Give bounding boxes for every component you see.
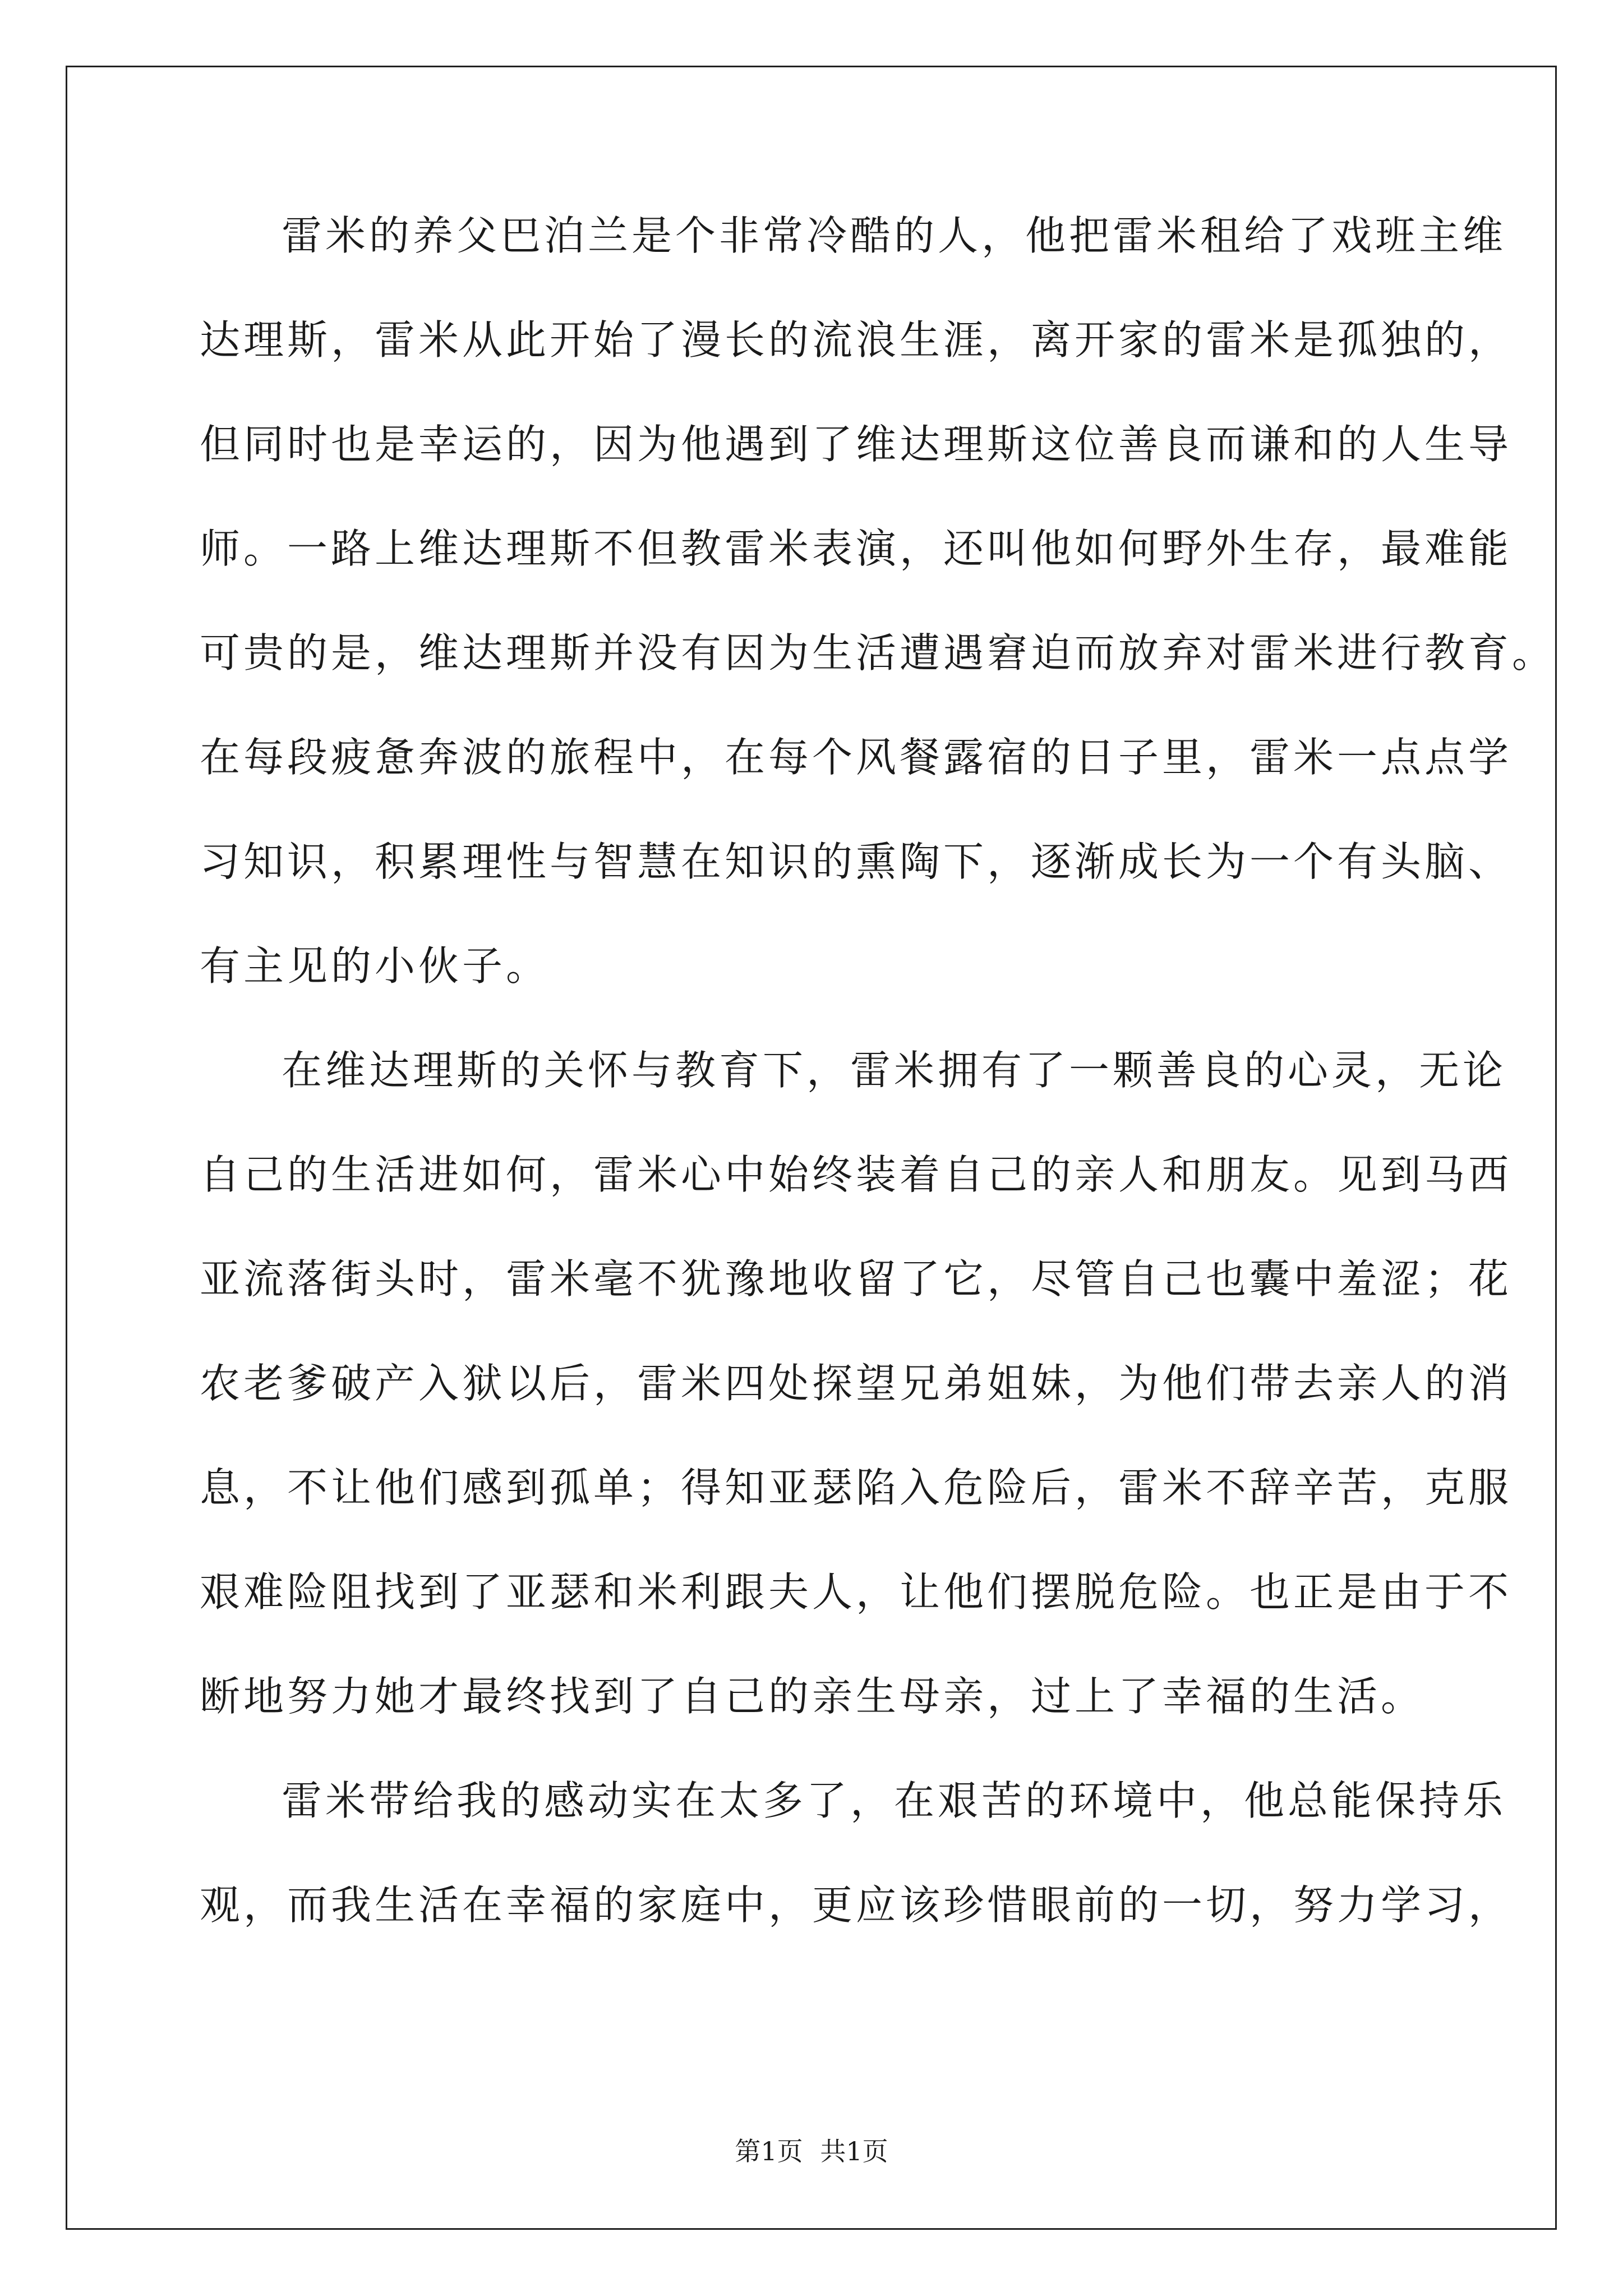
paragraph-2-line-3: 亚流落街头时，雷米毫不犹豫地收留了它，尽管自己也囊中羞涩；花 bbox=[200, 1255, 1513, 1303]
paragraph-1-line-1: 雷米的养父巴泊兰是个非常冷酷的人，他把雷米租给了戏班主维 bbox=[282, 212, 1507, 259]
paragraph-2-line-6: 艰难险阻找到了亚瑟和米利跟夫人，让他们摆脱危险。也正是由于不 bbox=[200, 1568, 1513, 1616]
paragraph-2-line-1: 在维达理斯的关怀与教育下，雷米拥有了一颗善良的心灵，无论 bbox=[282, 1047, 1507, 1094]
paragraph-1-line-8: 有主见的小伙子。 bbox=[200, 942, 550, 990]
page-number-current: 第1页 bbox=[735, 2136, 803, 2166]
paragraph-2-line-5: 息，不让他们感到孤单；得知亚瑟陷入危险后，雷米不辞辛苦，克服 bbox=[200, 1464, 1513, 1511]
paragraph-1-line-2: 达理斯，雷米从此开始了漫长的流浪生涯，离开家的雷米是孤独的， bbox=[200, 316, 1513, 364]
paragraph-2-line-4: 农老爹破产入狱以后，雷米四处探望兄弟姐妹，为他们带去亲人的消 bbox=[200, 1360, 1513, 1407]
paragraph-1-line-5: 可贵的是，维达理斯并没有因为生活遭遇窘迫而放弃对雷米进行教育。 bbox=[200, 629, 1556, 677]
paragraph-1-line-7: 习知识，积累理性与智慧在知识的熏陶下，逐渐成长为一个有头脑、 bbox=[200, 838, 1513, 885]
page-footer bbox=[0, 2134, 1623, 2168]
paragraph-1-line-3: 但同时也是幸运的，因为他遇到了维达理斯这位善良而谦和的人生导 bbox=[200, 421, 1513, 468]
paragraph-3-line-2: 观，而我生活在幸福的家庭中，更应该珍惜眼前的一切，努力学习， bbox=[200, 1881, 1513, 1929]
paragraph-2-line-2: 自己的生活进如何，雷米心中始终装着自己的亲人和朋友。见到马西 bbox=[200, 1151, 1513, 1198]
paragraph-1-line-6: 在每段疲惫奔波的旅程中，在每个风餐露宿的日子里，雷米一点点学 bbox=[200, 734, 1513, 781]
page-number-total: 共1页 bbox=[820, 2136, 888, 2166]
paragraph-1-line-4: 师。一路上维达理斯不但教雷米表演，还叫他如何野外生存，最难能 bbox=[200, 525, 1513, 572]
paragraph-3-line-1: 雷米带给我的感动实在太多了，在艰苦的环境中，他总能保持乐 bbox=[282, 1777, 1507, 1824]
paragraph-2-line-7: 断地努力她才最终找到了自己的亲生母亲，过上了幸福的生活。 bbox=[200, 1673, 1425, 1720]
